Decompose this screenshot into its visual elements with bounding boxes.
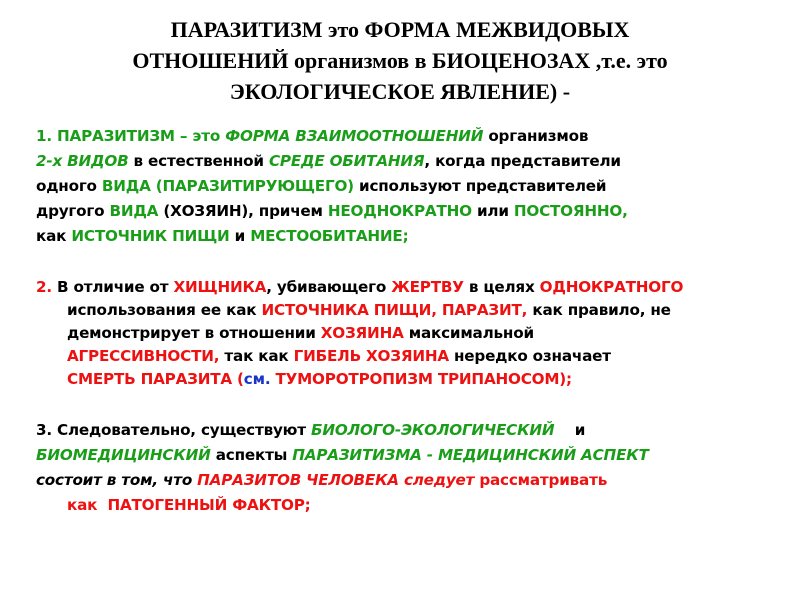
paragraph-1-line-1 [36, 124, 780, 149]
title-part: ФОРМА МЕЖВИДОВЫХ [364, 17, 630, 42]
paragraph-2-line-5 [36, 368, 780, 391]
paragraph-1-line-3 [36, 174, 780, 199]
text-run: ЖЕРТВУ [391, 278, 464, 296]
text-run: БИОЛОГО-ЭКОЛОГИЧЕСКИЙ [310, 421, 555, 439]
text-run: в естественной [128, 152, 269, 170]
text-run: и [554, 421, 586, 439]
text-run: ОДНОКРАТНОГО [539, 278, 684, 296]
text-run: нередко означает [448, 347, 611, 365]
text-run: другого [36, 202, 110, 220]
paragraph-2-line-4 [36, 345, 780, 368]
paragraph-1 [36, 124, 780, 249]
text-run: аспекты [210, 446, 293, 464]
text-run: см. [243, 370, 271, 388]
text-run: 1. ПАРАЗИТИЗМ – это [36, 127, 226, 145]
paragraph-3-line-1 [36, 418, 780, 443]
text-run: , [431, 301, 442, 319]
paragraph-2-line-2 [36, 299, 780, 322]
text-run: ВИДА [109, 202, 159, 220]
title-part: ПАРАЗИТИЗМ это [170, 17, 365, 42]
text-run: демонстрирует в отношении [67, 324, 321, 342]
text-run: или [471, 202, 514, 220]
text-run: БИОМЕДИЦИНСКИЙ [36, 446, 211, 464]
text-run: в целях [463, 278, 540, 296]
title-line-3: ЭКОЛОГИЧЕСКОЕ ЯВЛЕНИЕ) - [229, 79, 571, 104]
paragraph-2-line-1 [36, 276, 780, 299]
text-run: ГИБЕЛЬ ХОЗЯИНА [293, 347, 449, 365]
text-run: СМЕРТЬ ПАРАЗИТА [67, 370, 232, 388]
paragraph-1-line-4 [36, 199, 780, 224]
text-run: использования ее как [67, 301, 262, 319]
title-line-2: ОТНОШЕНИЙ организмов в БИОЦЕНОЗАХ ,т.е. это [132, 48, 668, 73]
text-run: 3. Следовательно, существуют [36, 421, 311, 439]
text-run: (ХОЗЯИН), причем [158, 202, 328, 220]
paragraph-3-line-3 [36, 468, 780, 493]
paragraph-1-line-2 [36, 149, 780, 174]
text-run: рассматривать [474, 471, 608, 489]
paragraph-1-line-5 [36, 224, 780, 249]
text-run: организмов [483, 127, 589, 145]
text-run: ( [231, 370, 244, 388]
paragraph-3-line-4 [36, 493, 780, 518]
text-run: и [229, 227, 251, 245]
paragraph-3-line-2 [36, 443, 780, 468]
text-run: одного [36, 177, 102, 195]
text-run: ПОСТОЯННО, [513, 202, 628, 220]
paragraph-2 [36, 276, 780, 391]
text-run: ФОРМА ВЗАИМООТНОШЕНИЙ [225, 127, 484, 145]
text-run: следует [398, 471, 475, 489]
text-run: ПАРАЗИТИЗМА - МЕДИЦИНСКИЙ АСПЕКТ [292, 446, 649, 464]
text-run: ПАРАЗИТОВ ЧЕЛОВЕКА [197, 471, 399, 489]
text-run: используют представителей [353, 177, 607, 195]
text-run: АГРЕССИВНОСТИ, [67, 347, 220, 365]
text-run: , убивающего [266, 278, 392, 296]
text-run: 2. [36, 278, 52, 296]
text-run: как [36, 227, 72, 245]
title-line-1 [30, 14, 770, 45]
paragraph-3 [36, 418, 780, 518]
slide-title [30, 14, 770, 107]
text-run: ПАТОГЕННЫЙ ФАКТОР; [107, 496, 311, 514]
text-run: В отличие от [51, 278, 174, 296]
paragraph-2-line-3 [36, 322, 780, 345]
text-run: ТУМОРОТРОПИЗМ ТРИПАНОСОМ); [270, 370, 572, 388]
text-run: так как [219, 347, 294, 365]
text-run: СРЕДЕ ОБИТАНИЯ [268, 152, 425, 170]
text-run: ХОЗЯИНА [320, 324, 404, 342]
text-run: ХИЩНИКА [173, 278, 267, 296]
text-run: ИСТОЧНИК ПИЩИ [71, 227, 230, 245]
text-run: 2-х ВИДОВ [36, 152, 129, 170]
text-run: , когда представители [424, 152, 621, 170]
text-run: состоит в том, что [36, 471, 198, 489]
text-run: НЕОДНОКРАТНО [327, 202, 472, 220]
text-run: как [67, 496, 108, 514]
text-run: МЕСТООБИТАНИЕ; [250, 227, 409, 245]
text-run: максимальной [403, 324, 534, 342]
text-run: ПАРАЗИТ, [441, 301, 528, 319]
text-run: ИСТОЧНИКА ПИЩИ [261, 301, 432, 319]
text-run: ВИДА (ПАРАЗИТИРУЮЩЕГО) [101, 177, 354, 195]
slide-body [36, 124, 780, 518]
text-run: как правило, не [527, 301, 671, 319]
